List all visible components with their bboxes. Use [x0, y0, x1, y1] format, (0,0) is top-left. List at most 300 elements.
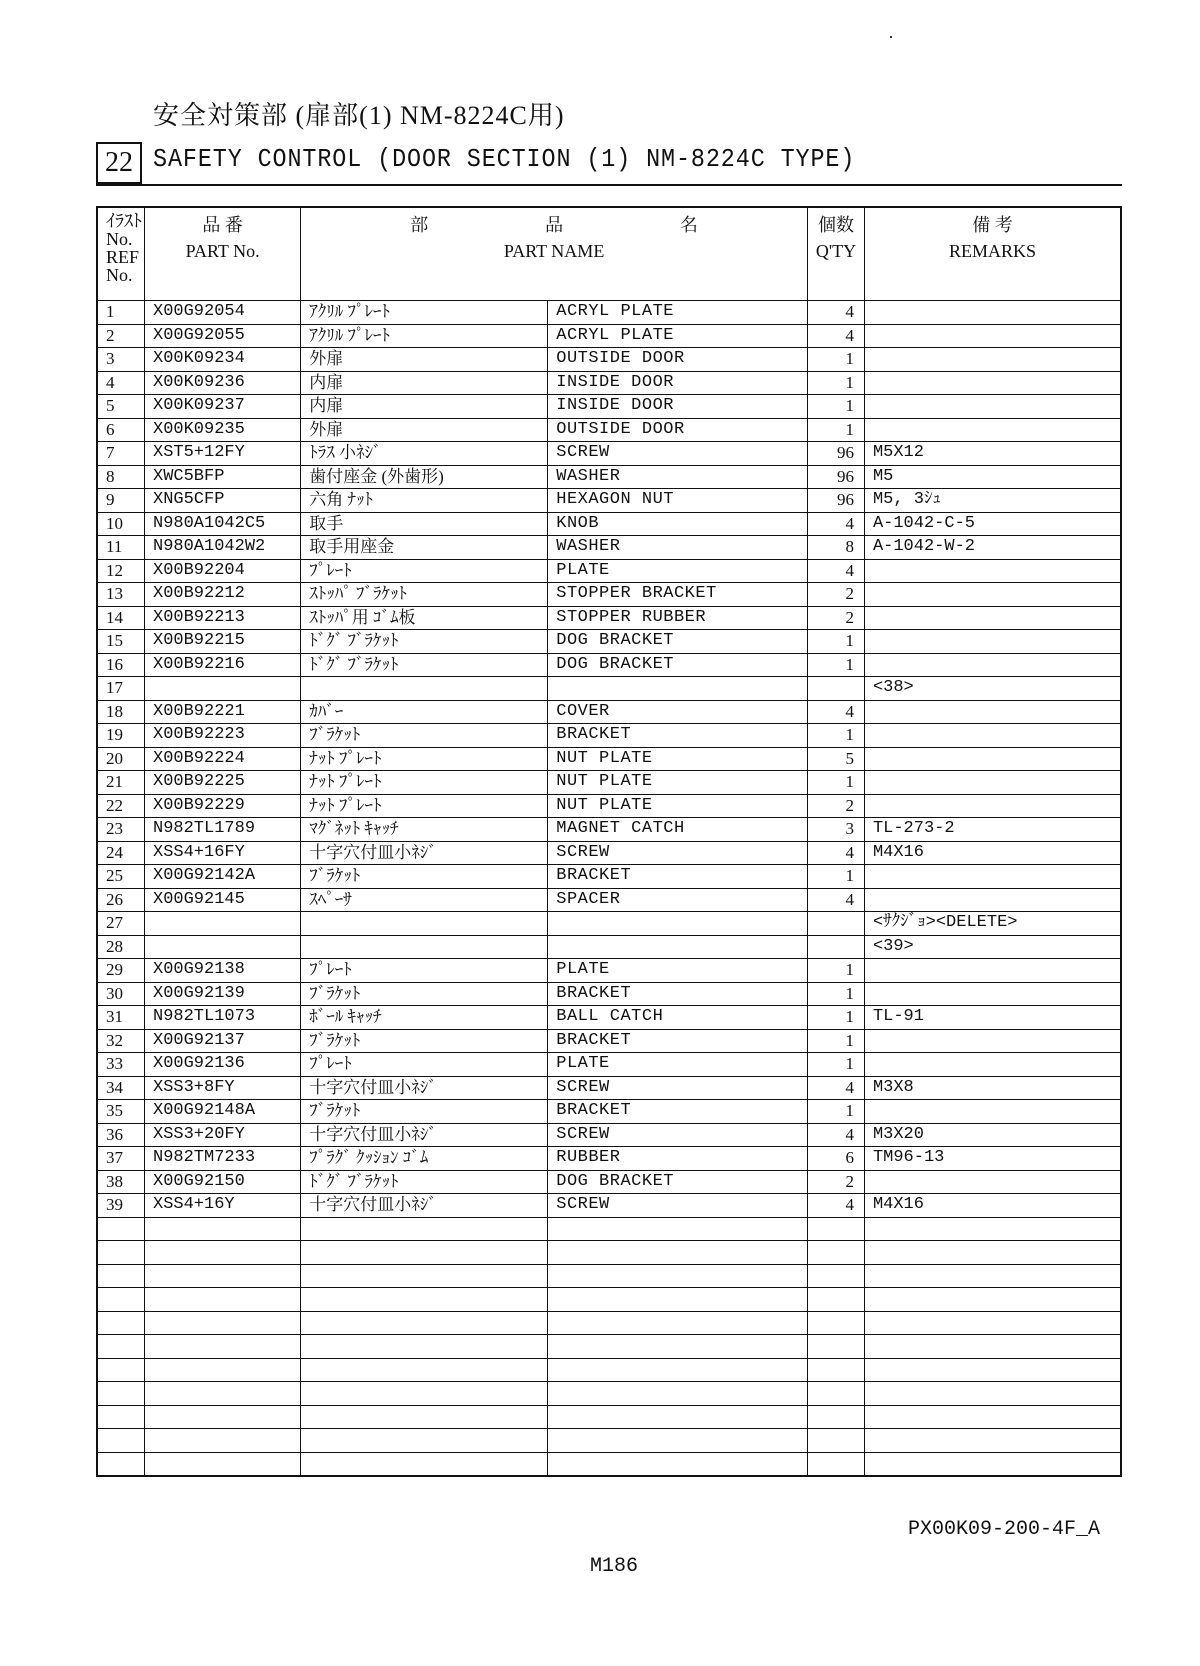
row-qty: 1 [807, 348, 864, 372]
empty-row [97, 1264, 1121, 1288]
row-part-no: N980A1042W2 [145, 536, 301, 560]
row-remarks: <38> [864, 677, 1121, 701]
row-qty: 4 [807, 888, 864, 912]
row-part-no: X00K09234 [145, 348, 301, 372]
header-name-jp-2: 品 [545, 215, 564, 235]
empty-cell [97, 1335, 145, 1359]
table-row [97, 348, 1121, 372]
empty-cell [548, 1264, 808, 1288]
row-name-jp: 十字穴付皿小ﾈｼﾞ [301, 1076, 548, 1100]
row-ref: 28 [97, 935, 145, 959]
row-remarks: M3X20 [864, 1123, 1121, 1147]
row-part-no: XSS3+8FY [145, 1076, 301, 1100]
header-ref-en: No. REF No. [106, 229, 140, 285]
empty-cell [145, 1405, 301, 1429]
row-ref: 27 [97, 912, 145, 936]
table-row [97, 888, 1121, 912]
empty-cell [548, 1241, 808, 1265]
row-ref: 12 [97, 559, 145, 583]
row-ref: 3 [97, 348, 145, 372]
empty-cell [145, 1217, 301, 1241]
title-japanese: 安全対策部 (扉部(1) NM-8224C用) [153, 101, 565, 130]
empty-cell [97, 1264, 145, 1288]
empty-row [97, 1358, 1121, 1382]
row-remarks [864, 888, 1121, 912]
row-name-jp: ｱｸﾘﾙ ﾌﾟﾚｰﾄ [301, 324, 548, 348]
table-row [97, 606, 1121, 630]
table-row [97, 724, 1121, 748]
empty-cell [97, 1382, 145, 1406]
row-part-no: X00G92150 [145, 1170, 301, 1194]
row-qty [807, 677, 864, 701]
row-name-jp: ｽﾄｯﾊﾟ ﾌﾞﾗｹｯﾄ [301, 583, 548, 607]
row-part-no: X00G92136 [145, 1053, 301, 1077]
row-part-no: X00G92054 [145, 301, 301, 325]
table-row [97, 559, 1121, 583]
table-row [97, 371, 1121, 395]
row-remarks [864, 583, 1121, 607]
empty-cell [301, 1217, 548, 1241]
row-ref: 36 [97, 1123, 145, 1147]
row-ref: 14 [97, 606, 145, 630]
row-name-jp: 取手用座金 [301, 536, 548, 560]
row-name-jp: ﾎﾞｰﾙ ｷｬｯﾁ [301, 1006, 548, 1030]
empty-cell [864, 1429, 1121, 1453]
page-number: M186 [590, 1555, 639, 1578]
empty-cell [97, 1358, 145, 1382]
row-qty: 1 [807, 418, 864, 442]
title-underline [96, 184, 1122, 186]
table-row [97, 395, 1121, 419]
table-row [97, 1076, 1121, 1100]
row-part-no: N982TL1073 [145, 1006, 301, 1030]
empty-cell [301, 1405, 548, 1429]
table-header-row [97, 207, 1121, 301]
header-remarks-en: REMARKS [948, 241, 1036, 261]
row-part-no: X00G92138 [145, 959, 301, 983]
row-part-no: X00G92055 [145, 324, 301, 348]
row-part-no: N982TL1789 [145, 818, 301, 842]
row-remarks [864, 606, 1121, 630]
row-remarks [864, 301, 1121, 325]
row-part-no [145, 935, 301, 959]
row-name-en: ACRYL PLATE [548, 301, 808, 325]
empty-cell [145, 1311, 301, 1335]
row-name-jp: 外扉 [301, 418, 548, 442]
table-row [97, 301, 1121, 325]
table-row [97, 1194, 1121, 1218]
row-remarks [864, 771, 1121, 795]
row-name-en: BRACKET [548, 865, 808, 889]
scan-speck [890, 36, 892, 38]
row-name-en: PLATE [548, 959, 808, 983]
row-name-jp: ｱｸﾘﾙ ﾌﾟﾚｰﾄ [301, 301, 548, 325]
row-qty: 1 [807, 630, 864, 654]
row-part-no: X00G92142A [145, 865, 301, 889]
row-ref: 6 [97, 418, 145, 442]
table-row [97, 418, 1121, 442]
title-english: SAFETY CONTROL (DOOR SECTION (1) NM-8224C TYPE) [153, 144, 856, 174]
empty-row [97, 1405, 1121, 1429]
row-qty: 4 [807, 301, 864, 325]
table-row [97, 771, 1121, 795]
row-name-jp: ﾌﾞﾗｹｯﾄ [301, 865, 548, 889]
row-name-en: SCREW [548, 1123, 808, 1147]
row-remarks [864, 865, 1121, 889]
table-row [97, 1170, 1121, 1194]
header-part-no [145, 207, 301, 301]
row-name-en: MAGNET CATCH [548, 818, 808, 842]
row-remarks [864, 348, 1121, 372]
empty-cell [145, 1264, 301, 1288]
row-part-no: X00K09235 [145, 418, 301, 442]
empty-cell [145, 1288, 301, 1312]
row-name-en: NUT PLATE [548, 747, 808, 771]
row-name-jp: ｶﾊﾞｰ [301, 700, 548, 724]
header-qty-jp: 個数 [817, 215, 854, 235]
table-row [97, 653, 1121, 677]
empty-cell [548, 1311, 808, 1335]
row-qty [807, 935, 864, 959]
row-name-en: COVER [548, 700, 808, 724]
row-ref: 34 [97, 1076, 145, 1100]
row-name-jp: ﾏｸﾞﾈｯﾄ ｷｬｯﾁ [301, 818, 548, 842]
empty-cell [301, 1288, 548, 1312]
row-qty: 1 [807, 982, 864, 1006]
table-row [97, 583, 1121, 607]
row-qty: 1 [807, 959, 864, 983]
row-qty: 1 [807, 1029, 864, 1053]
row-remarks [864, 1100, 1121, 1124]
table-row [97, 912, 1121, 936]
header-qty-en: Q'TY [815, 241, 857, 261]
header-ref-jp: ｲﾗｽﾄ [106, 211, 142, 231]
row-name-jp: ﾅｯﾄ ﾌﾟﾚｰﾄ [301, 747, 548, 771]
row-name-en: NUT PLATE [548, 794, 808, 818]
row-name-jp [301, 677, 548, 701]
row-name-en: KNOB [548, 512, 808, 536]
row-part-no: X00G92148A [145, 1100, 301, 1124]
header-part-no-en: PART No. [185, 241, 260, 261]
table-row [97, 700, 1121, 724]
empty-cell [864, 1288, 1121, 1312]
row-name-jp [301, 912, 548, 936]
row-part-no: X00B92224 [145, 747, 301, 771]
row-name-jp: 六角 ﾅｯﾄ [301, 489, 548, 513]
empty-row [97, 1335, 1121, 1359]
row-name-en: WASHER [548, 536, 808, 560]
table-row [97, 982, 1121, 1006]
row-remarks [864, 630, 1121, 654]
row-name-jp: 十字穴付皿小ﾈｼﾞ [301, 1194, 548, 1218]
row-ref: 22 [97, 794, 145, 818]
row-remarks [864, 559, 1121, 583]
row-qty: 1 [807, 1006, 864, 1030]
row-qty: 1 [807, 1100, 864, 1124]
row-name-jp: ﾌﾟﾚｰﾄ [301, 959, 548, 983]
empty-cell [301, 1382, 548, 1406]
row-part-no: X00B92229 [145, 794, 301, 818]
header-name-jp-1: 部 [410, 215, 429, 235]
row-ref: 4 [97, 371, 145, 395]
empty-cell [864, 1382, 1121, 1406]
row-ref: 35 [97, 1100, 145, 1124]
row-ref: 29 [97, 959, 145, 983]
row-qty [807, 912, 864, 936]
empty-cell [864, 1311, 1121, 1335]
row-name-en: WASHER [548, 465, 808, 489]
row-qty: 4 [807, 1123, 864, 1147]
row-part-no: X00G92139 [145, 982, 301, 1006]
row-ref: 37 [97, 1147, 145, 1171]
row-remarks: A-1042-W-2 [864, 536, 1121, 560]
empty-cell [145, 1335, 301, 1359]
row-remarks: M5 [864, 465, 1121, 489]
row-qty: 2 [807, 794, 864, 818]
row-remarks [864, 418, 1121, 442]
empty-cell [301, 1358, 548, 1382]
row-name-en: BRACKET [548, 724, 808, 748]
table-row [97, 818, 1121, 842]
row-name-jp: ﾅｯﾄ ﾌﾟﾚｰﾄ [301, 794, 548, 818]
row-part-no: X00B92216 [145, 653, 301, 677]
row-name-en: ACRYL PLATE [548, 324, 808, 348]
row-remarks [864, 324, 1121, 348]
table-row [97, 512, 1121, 536]
row-part-no: X00B92225 [145, 771, 301, 795]
row-name-jp: ﾌﾟﾚｰﾄ [301, 1053, 548, 1077]
row-qty: 1 [807, 724, 864, 748]
row-remarks [864, 959, 1121, 983]
row-qty: 6 [807, 1147, 864, 1171]
row-part-no: XSS4+16Y [145, 1194, 301, 1218]
row-name-en: SCREW [548, 1194, 808, 1218]
empty-cell [807, 1429, 864, 1453]
row-ref: 13 [97, 583, 145, 607]
row-name-en: BALL CATCH [548, 1006, 808, 1030]
row-remarks: TM96-13 [864, 1147, 1121, 1171]
row-name-en: PLATE [548, 559, 808, 583]
row-qty: 5 [807, 747, 864, 771]
row-ref: 25 [97, 865, 145, 889]
empty-cell [864, 1358, 1121, 1382]
row-remarks: TL-273-2 [864, 818, 1121, 842]
row-name-jp: ﾄﾞｸﾞ ﾌﾞﾗｹｯﾄ [301, 630, 548, 654]
header-remarks [864, 207, 1121, 301]
table-row [97, 747, 1121, 771]
row-qty: 8 [807, 536, 864, 560]
row-remarks [864, 1029, 1121, 1053]
empty-cell [145, 1241, 301, 1265]
empty-cell [97, 1217, 145, 1241]
table-row [97, 630, 1121, 654]
row-part-no: X00G92145 [145, 888, 301, 912]
row-part-no: XST5+12FY [145, 442, 301, 466]
empty-cell [548, 1429, 808, 1453]
header-name-en: PART NAME [503, 241, 605, 261]
row-name-jp: ｽﾄｯﾊﾟ用 ｺﾞﾑ板 [301, 606, 548, 630]
row-name-jp: ﾌﾞﾗｹｯﾄ [301, 724, 548, 748]
row-name-en: PLATE [548, 1053, 808, 1077]
empty-cell [548, 1335, 808, 1359]
row-name-en: NUT PLATE [548, 771, 808, 795]
row-ref: 7 [97, 442, 145, 466]
row-qty: 4 [807, 559, 864, 583]
row-name-en: HEXAGON NUT [548, 489, 808, 513]
row-ref: 8 [97, 465, 145, 489]
row-name-jp: ﾌﾞﾗｹｯﾄ [301, 1029, 548, 1053]
row-remarks: TL-91 [864, 1006, 1121, 1030]
table-row [97, 1053, 1121, 1077]
table-row [97, 442, 1121, 466]
empty-cell [864, 1335, 1121, 1359]
row-remarks: M4X16 [864, 841, 1121, 865]
empty-cell [301, 1452, 548, 1476]
row-remarks [864, 653, 1121, 677]
row-remarks: M5, 3ｼｭ [864, 489, 1121, 513]
table-row [97, 1123, 1121, 1147]
row-remarks [864, 724, 1121, 748]
row-remarks [864, 395, 1121, 419]
section-number-box: 22 [96, 142, 142, 184]
empty-cell [97, 1241, 145, 1265]
row-name-jp [301, 935, 548, 959]
table-row [97, 536, 1121, 560]
row-remarks [864, 1170, 1121, 1194]
row-name-en: INSIDE DOOR [548, 371, 808, 395]
row-ref: 23 [97, 818, 145, 842]
table-row [97, 677, 1121, 701]
empty-cell [97, 1429, 145, 1453]
empty-cell [548, 1358, 808, 1382]
empty-cell [807, 1288, 864, 1312]
row-ref: 18 [97, 700, 145, 724]
empty-cell [548, 1217, 808, 1241]
row-ref: 2 [97, 324, 145, 348]
row-name-jp: 内扉 [301, 371, 548, 395]
row-remarks: A-1042-C-5 [864, 512, 1121, 536]
row-remarks [864, 747, 1121, 771]
table-row [97, 465, 1121, 489]
row-name-jp: ﾌﾞﾗｹｯﾄ [301, 982, 548, 1006]
table-row [97, 935, 1121, 959]
row-qty: 1 [807, 771, 864, 795]
empty-cell [807, 1358, 864, 1382]
header-part-no-jp: 品 番 [202, 215, 243, 235]
empty-cell [807, 1264, 864, 1288]
row-ref: 38 [97, 1170, 145, 1194]
row-part-no: X00B92223 [145, 724, 301, 748]
table-row [97, 1100, 1121, 1124]
empty-cell [807, 1241, 864, 1265]
row-name-jp: 内扉 [301, 395, 548, 419]
row-ref: 32 [97, 1029, 145, 1053]
row-qty: 96 [807, 465, 864, 489]
row-remarks [864, 982, 1121, 1006]
empty-cell [301, 1335, 548, 1359]
row-part-no: X00B92212 [145, 583, 301, 607]
row-qty: 3 [807, 818, 864, 842]
row-part-no: X00K09236 [145, 371, 301, 395]
row-ref: 20 [97, 747, 145, 771]
table-row [97, 1029, 1121, 1053]
table-row [97, 959, 1121, 983]
row-name-en: OUTSIDE DOOR [548, 418, 808, 442]
row-ref: 9 [97, 489, 145, 513]
row-qty: 96 [807, 489, 864, 513]
table-row [97, 841, 1121, 865]
empty-cell [548, 1288, 808, 1312]
empty-cell [97, 1452, 145, 1476]
row-name-jp: ﾅｯﾄ ﾌﾟﾚｰﾄ [301, 771, 548, 795]
row-ref: 24 [97, 841, 145, 865]
empty-cell [807, 1452, 864, 1476]
row-qty: 1 [807, 371, 864, 395]
row-part-no: X00K09237 [145, 395, 301, 419]
row-ref: 17 [97, 677, 145, 701]
empty-cell [97, 1311, 145, 1335]
row-name-en: SCREW [548, 442, 808, 466]
row-name-en: DOG BRACKET [548, 653, 808, 677]
row-qty: 1 [807, 1053, 864, 1077]
empty-cell [548, 1452, 808, 1476]
row-name-en: SPACER [548, 888, 808, 912]
empty-cell [807, 1335, 864, 1359]
table-row [97, 1147, 1121, 1171]
parts-table-body [97, 301, 1121, 1477]
row-ref: 26 [97, 888, 145, 912]
row-remarks [864, 794, 1121, 818]
table-row [97, 1006, 1121, 1030]
row-name-en: OUTSIDE DOOR [548, 348, 808, 372]
row-qty: 4 [807, 1076, 864, 1100]
row-name-jp: ｽﾍﾟｰｻ [301, 888, 548, 912]
header-qty [807, 207, 864, 301]
table-row [97, 794, 1121, 818]
row-ref: 33 [97, 1053, 145, 1077]
row-name-jp: 取手 [301, 512, 548, 536]
row-qty: 1 [807, 395, 864, 419]
row-part-no [145, 912, 301, 936]
header-remarks-jp: 備 考 [972, 215, 1013, 235]
empty-row [97, 1311, 1121, 1335]
header-name-jp-3: 名 [679, 215, 698, 235]
header-part-name [301, 207, 808, 301]
row-name-en: STOPPER RUBBER [548, 606, 808, 630]
row-part-no: X00B92204 [145, 559, 301, 583]
empty-cell [548, 1405, 808, 1429]
row-name-en [548, 677, 808, 701]
table-row [97, 865, 1121, 889]
row-part-no: X00B92213 [145, 606, 301, 630]
table-row [97, 324, 1121, 348]
empty-cell [301, 1311, 548, 1335]
empty-cell [864, 1217, 1121, 1241]
row-name-jp: ﾄﾞｸﾞ ﾌﾞﾗｹｯﾄ [301, 1170, 548, 1194]
empty-cell [807, 1382, 864, 1406]
row-qty: 1 [807, 653, 864, 677]
empty-cell [807, 1311, 864, 1335]
row-ref: 19 [97, 724, 145, 748]
row-qty: 2 [807, 583, 864, 607]
row-name-en: SCREW [548, 841, 808, 865]
row-name-jp: 十字穴付皿小ﾈｼﾞ [301, 1123, 548, 1147]
empty-row [97, 1241, 1121, 1265]
row-remarks: M4X16 [864, 1194, 1121, 1218]
empty-row [97, 1382, 1121, 1406]
row-part-no: N980A1042C5 [145, 512, 301, 536]
row-name-jp: ﾄﾗｽ 小ﾈｼﾞ [301, 442, 548, 466]
